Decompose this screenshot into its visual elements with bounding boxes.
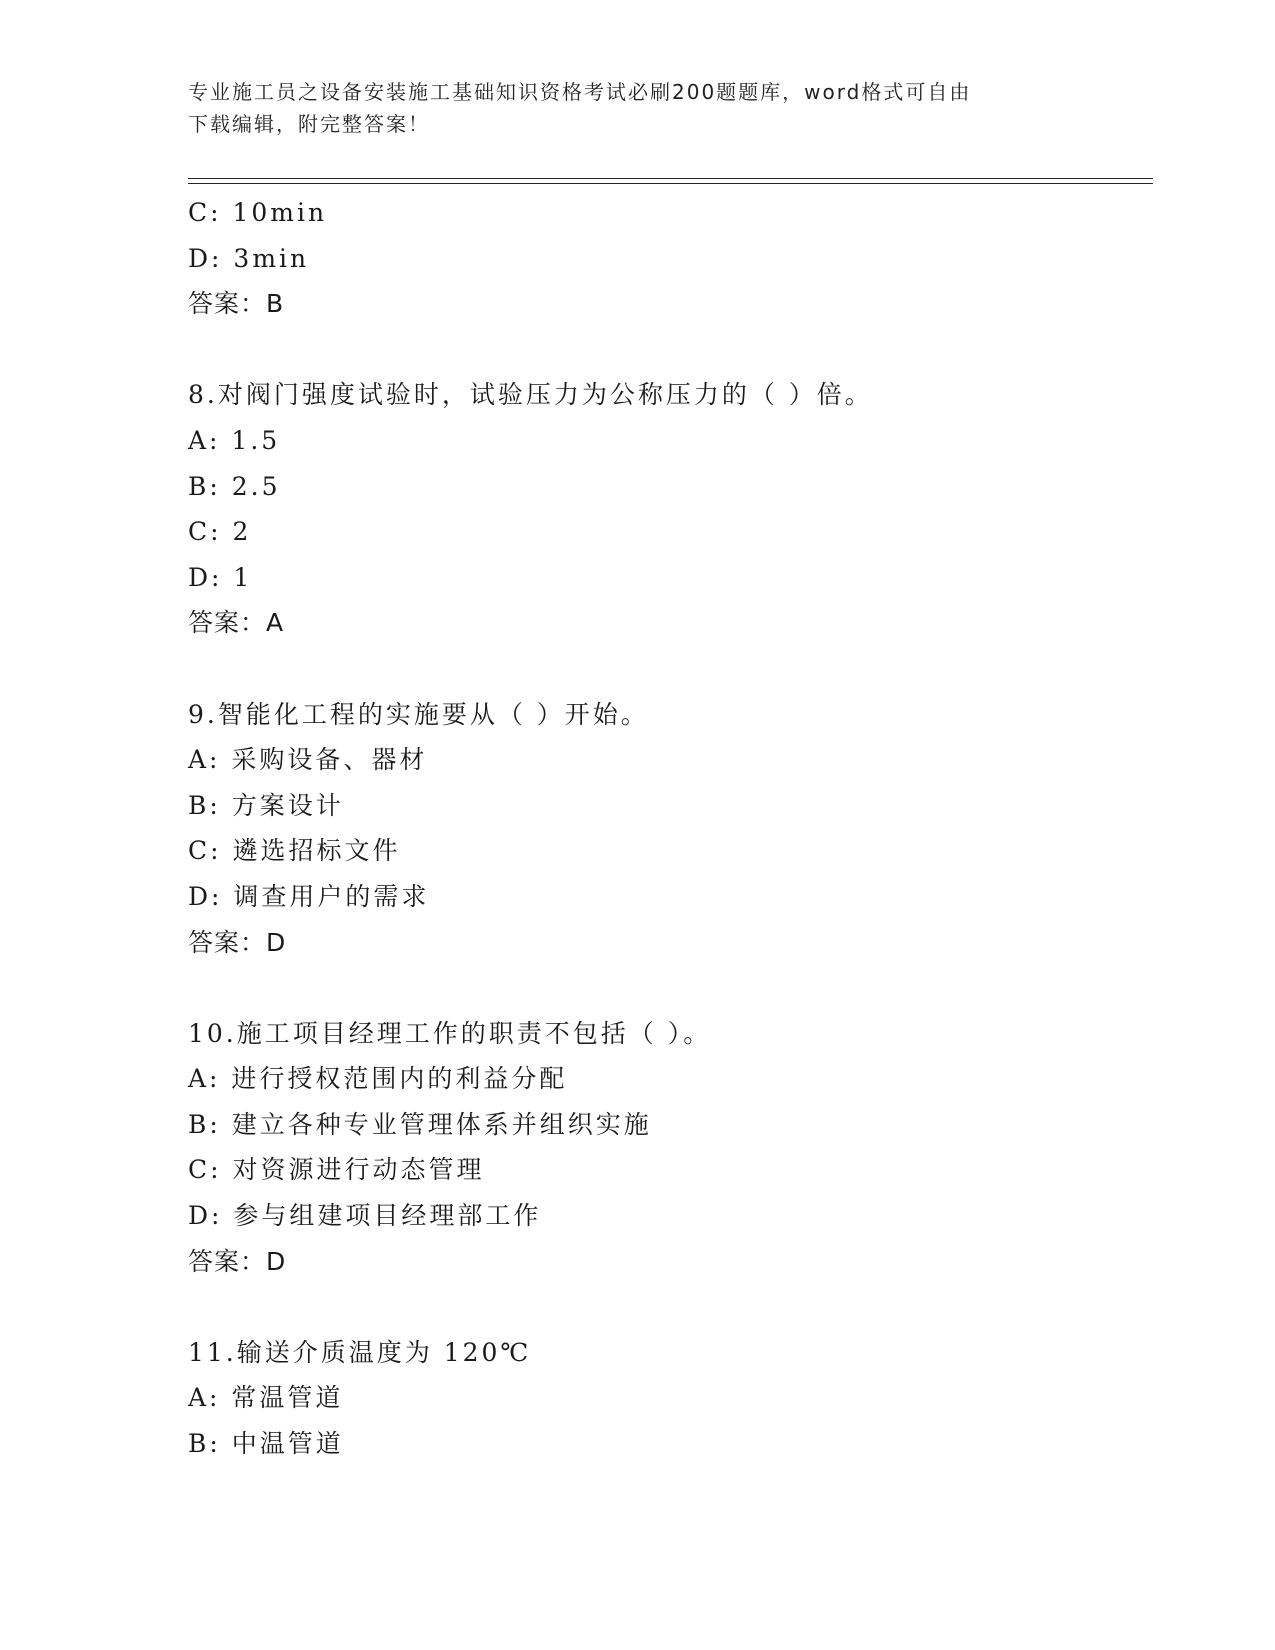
question-11 xyxy=(188,1330,1148,1467)
header-title-line-2: 下载编辑，附完整答案！ xyxy=(188,112,430,136)
option-c: C: 遴选招标文件 xyxy=(188,836,401,866)
answer-line: 答案：D xyxy=(188,1246,287,1276)
question-text: 9.智能化工程的实施要从（ ）开始。 xyxy=(188,699,649,729)
header-title-line-1: 专业施工员之设备安装施工基础知识资格考试必刷200题题库，word格式可自由 xyxy=(188,80,972,104)
question-7 xyxy=(188,190,1148,327)
option-a: A: 采购设备、器材 xyxy=(188,745,428,775)
option-d: D: 调查用户的需求 xyxy=(188,881,430,911)
answer-line: 答案：D xyxy=(188,927,287,957)
answer-line: 答案：A xyxy=(188,608,285,638)
option-d: D: 3min xyxy=(188,243,310,273)
question-text: 11.输送介质温度为 120℃ xyxy=(188,1337,532,1367)
question-text: 10.施工项目经理工作的职责不包括（ ）。 xyxy=(188,1018,712,1048)
spacer xyxy=(188,965,1148,1011)
option-b: B: 方案设计 xyxy=(188,790,344,820)
question-list xyxy=(188,190,1148,1467)
option-d: D: 1 xyxy=(188,562,253,592)
option-b: B: 2.5 xyxy=(188,471,281,501)
option-b: B: 建立各种专业管理体系并组织实施 xyxy=(188,1109,652,1139)
option-c: C: 对资源进行动态管理 xyxy=(188,1155,485,1185)
option-d: D: 参与组建项目经理部工作 xyxy=(188,1201,542,1231)
question-10 xyxy=(188,1011,1148,1285)
option-a: A: 常温管道 xyxy=(188,1383,344,1413)
header-divider-bottom xyxy=(188,183,1153,184)
header-divider-top xyxy=(188,178,1153,179)
question-9 xyxy=(188,692,1148,966)
option-c: C: 2 xyxy=(188,517,252,547)
spacer xyxy=(188,646,1148,692)
option-b: B: 中温管道 xyxy=(188,1429,344,1459)
spacer xyxy=(188,327,1148,373)
spacer xyxy=(188,1284,1148,1330)
question-8 xyxy=(188,372,1148,646)
option-c: C: 10min xyxy=(188,198,328,227)
option-a: A: 进行授权范围内的利益分配 xyxy=(188,1064,568,1094)
option-a: A: 1.5 xyxy=(188,425,281,455)
document-header xyxy=(188,76,1088,140)
answer-line: 答案：B xyxy=(188,289,285,319)
question-text: 8.对阀门强度试验时，试验压力为公称压力的（ ）倍。 xyxy=(188,380,873,410)
